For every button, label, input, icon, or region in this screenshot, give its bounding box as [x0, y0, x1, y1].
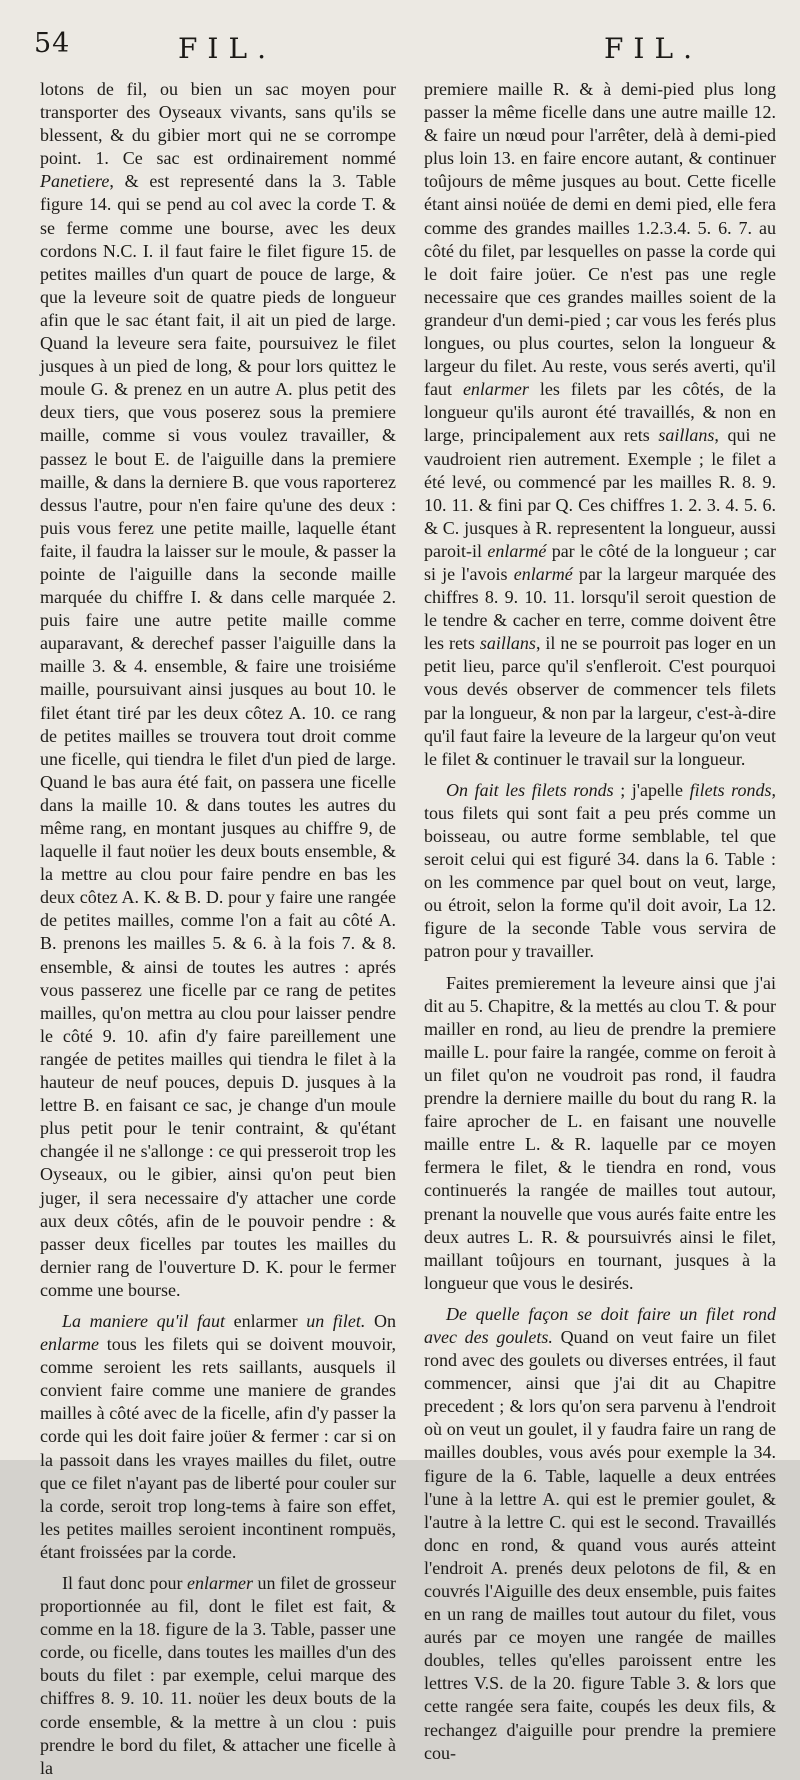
text-span: , il ne se pourroit pas loger en un petit lieu, parce qu'il s'enfleroit. C'est pourquoi vous devés observer de commencer tels filets par la longueur, & non par la largeur, c'est-à-dire qu'il faut faire la leveure de la largeur qu'on veut le filet & continuer le travail sur la longueur. [424, 633, 777, 769]
text-span: Quand on veut faire un filet rond avec des goulets ou diverses entrées, il faut commencer, ainsi que j'ai dit au Chapitre precedent ; & lors qu'on sera parvenu à l'endroit où on veut un goulet, il y faudra faire un rang de mailles doubles, vous avés pour exemple la 34. figure de la 6. Table, laquelle a deux entrées l'une à la lettre A. qui est le premier goulet, & l'autre à la lettre C. qui est le second. Travaillés donc en rond, & quand vous aurés atteint l'endroit A. prenés deux pelotons de fil, & en couvrés l'Aiguille des deux ensemble, puis faites en un rang de mailles tout autour du filet, vous aurés par ce moyen une rangée de mailles doubles, telles qu'elles paroissent entre les lettres V.S. de la 20. figure Table 3. & lors que cette rangée sera faite, coupés les deux fils, & rechangez d'aiguille pour prendre la premiere cou- [424, 1326, 776, 1763]
italic-term: enlarmé [513, 563, 573, 584]
text-span: enlarmer [233, 1310, 298, 1331]
paragraph-enlarmer [40, 1310, 396, 1564]
italic-term: enlarmer [187, 1573, 254, 1593]
text-span: premiere maille R. & à demi-pied plus long passer la même ficelle dans une autre maille 12. & faire un nœud pour l'arrêter, delà à demi-pied plus loin 13. en faire encore autant, & continuer toûjours de même jusques au bout. Cette ficelle étant ainsi noüée de demi en demi pied, elle fera comme des grandes mailles 1.2.3.4. 5. 6. 7. au côté du filet, par lesquelles on passe la corde qui le doit faire joüer. Ce n'est pas une regle necessaire que ces grandes mailles soient de la grandeur d'un demi-pied ; car vous les ferés plus longues, ou plus courtes, selon la longueur & largeur du filet. Au reste, vous serés averti, qu'il faut [424, 79, 776, 400]
italic-term: enlarme [40, 1334, 99, 1355]
page-number: 54 [34, 28, 71, 59]
text-span: les filets par les côtés, de la longueur qu'ils auront été travaillés, & non en large, principalement aux rets [424, 379, 777, 446]
page-header [0, 0, 800, 70]
paragraph-grosseur [40, 1572, 396, 1780]
section-heading: De quelle façon se doit faire un filet rond avec des goulets. [424, 1303, 776, 1347]
section-heading: On fait les filets ronds [446, 779, 614, 800]
italic-term: saillans [658, 425, 715, 446]
text-span: par la largeur marquée des chiffres 8. 9. 10. 11. lorsqu'il seroit question de le tendre & cacher en terre, comme doivent être les rets [424, 563, 777, 654]
text-span: , qui ne vaudroient rien autrement. Exemple ; le filet a été levé, ou commencé par les mailles R. 8. 9. 10. 11. & fini par Q. Ces chiffres 1. 2. 3. 4. 5. 6. & C. jusques à R. representent la longueur, aussi paroit-il [424, 425, 776, 561]
paragraph-continuation [424, 78, 776, 771]
italic-term: enlarmer [462, 379, 529, 400]
italic-term: saillans [479, 633, 536, 654]
text-span: On [374, 1310, 397, 1331]
paragraph-panetiere [40, 78, 396, 1302]
text-span: Il faut donc pour [62, 1573, 183, 1593]
section-heading: La maniere qu'il faut [62, 1310, 226, 1331]
text-span: ; j'apelle [620, 779, 684, 800]
text-span: tous les filets qui se doivent mouvoir, comme seroient les rets saillants, ausquels il convient faire comme une maniere de grandes mailles à côté avec de la ficelle, afin d'y passer la corde qui les doit faire joüer & fermer : car si on la passoit dans les vrayes mailles du filet, outre que ce filet n'ayant pas de liberté pour couler sur la corde, seroit trop long-tems à faire son effet, les petites mailles seroient incontinent rompuës, étant froissées par la corde. [40, 1334, 396, 1562]
text-span: Faites premierement la leveure ainsi que j'ai dit au 5. Chapitre, & la mettés au clou T. & pour mailler en rond, au lieu de prendre la premiere maille L. pour faire la rangée, comme on feroit à un filet qu'on ne voudroit pas rond, il faudra prendre la derniere maille du bout du rang R. la faire aprocher de L. en faisant une nouvelle maille entre L. & R. laquelle par ce moyen fermera le filet, & le tiendra en rond, vous continuerés la rangée de mailles tout autour, prenant la nouvelle que vous aurés faite entre les deux autres L. R. & poursuivrés ainsi le filet, maillant toûjours en tournant, jusques à la longueur que vous le desirés. [424, 972, 776, 1293]
italic-term: enlarmé [487, 540, 547, 561]
italic-term: filets ronds [689, 779, 772, 800]
left-column [40, 78, 397, 1778]
paragraph-leveure [424, 972, 776, 1295]
running-head-right: FIL. [604, 32, 702, 65]
text-span: , & est representé dans la 3. Table figure 14. qui se pend au col avec la corde T. & se ferme comme une bourse, avec les deux cordons N.C. I. il faut faire le filet figure 15. de petites mailles d'un quart de pouce de large, & que la leveure soit de quatre pieds de longueur afin que le sac étant fait, il ait un pied de large. Quand la leveure sera faite, poursuivez le filet jusques à un pied de long, & pour lors quittez le moule G. & prenez en un autre A. plus petit des deux tiers, que vous poserez sous la premiere maille, comme si vous voulez travailler, & passez le bout E. de l'aiguille dans la premiere maille, & dans la derniere B. que vous raporterez dessus l'autre, pour n'en faire qu'une des deux : puis vous ferez une petite maille, laquelle étant faite, il faudra la laisser sur le moule, & passer la pointe de l'aiguille dans la seconde maille marquée du chiffre I. & dans celle marquée 2. puis faire une autre petite maille comme auparavant, & derechef passer l'aiguille dans la maille 3. & 4. ensemble, & faire une troisiéme maille, poursuivant ainsi jusques au bout 10. le filet étant tiré par les deux côtez A. 10. ce rang de petites mailles se trouvera tout droit comme une ficelle, qui tiendra le filet d'un pied de large. Quand le bas aura été fait, on passera une ficelle dans la maille 10. & dans toutes les autres du même rang, en montant jusques au chiffre 9, de laquelle il faut noüer les deux bouts ensemble, & la mettre au clou pour faire pendre en bas les deux côtez A. K. & B. D. pour y faire une rangée de petites mailles, comme l'on a fait au côté A. B. prenons les mailles 5. & 6. à la fois 7. & 8. ensemble, & ainsi de toutes les autres : aprés vous passerez une ficelle par ce rang de petites mailles, qu'on mettra au clou pour laisser pendre le côté 9. 10. afin d'y faire pareillement une rangée de petites mailles qui tiendra le filet à la hauteur de neuf pouces, depuis D. jusques à la lettre B. en faisant ce sac, je change d'un moule plus petit pour le tenir contraint, & qu'étant changée il ne s'allonge : ce qui presseroit trop les Oyseaux, ou le gibier, ainsi qu'on peut bien juger, il sera necessaire d'y attacher une corde aux deux côtés, afin de le pouvoir pendre : & passer deux ficelles par toutes les mailles du dernier rang de l'ouverture D. K. pour le fermer comme une bourse. [40, 171, 396, 1300]
italic-term: Panetiere [40, 171, 110, 192]
text-span: par le côté de la longueur ; car si je l'avois [424, 540, 777, 584]
running-head-left: FIL. [178, 32, 276, 65]
right-column [424, 78, 777, 1763]
text-span: lotons de fil, ou bien un sac moyen pour transporter des Oyseaux vivants, sans qu'ils se blessent, & du gibier mort qui ne se corrompe point. 1. Ce sac est ordinairement nommé [40, 79, 396, 169]
paragraph-filets-ronds [424, 779, 776, 964]
text-span: un filet de grosseur proportionnée au fil, dont le filet est fait, & comme en la 18. figure de la 3. Table, passer une corde, ou ficelle, dans toutes les mailles d'un des bouts du filet : par exemple, celui marque des chiffres 8. 9. 10. 11. noüer les deux bouts de la corde ensemble, & la mettre à un clou : puis prendre le bord du filet, & attacher une ficelle à la [40, 1573, 397, 1778]
paragraph-goulets [424, 1303, 776, 1765]
text-span: , tous filets qui sont fait a peu prés comme un boisseau, ou autre forme semblable, tel que seroit celui qui est figuré 34. dans la 6. Table : on les commence par quel bout on veut, large, ou étroit, selon la forme qu'il doit avoir, La 12. figure de la seconde Table vous servira de patron pour y travailler. [424, 779, 777, 962]
section-heading: un filet. [306, 1310, 366, 1331]
